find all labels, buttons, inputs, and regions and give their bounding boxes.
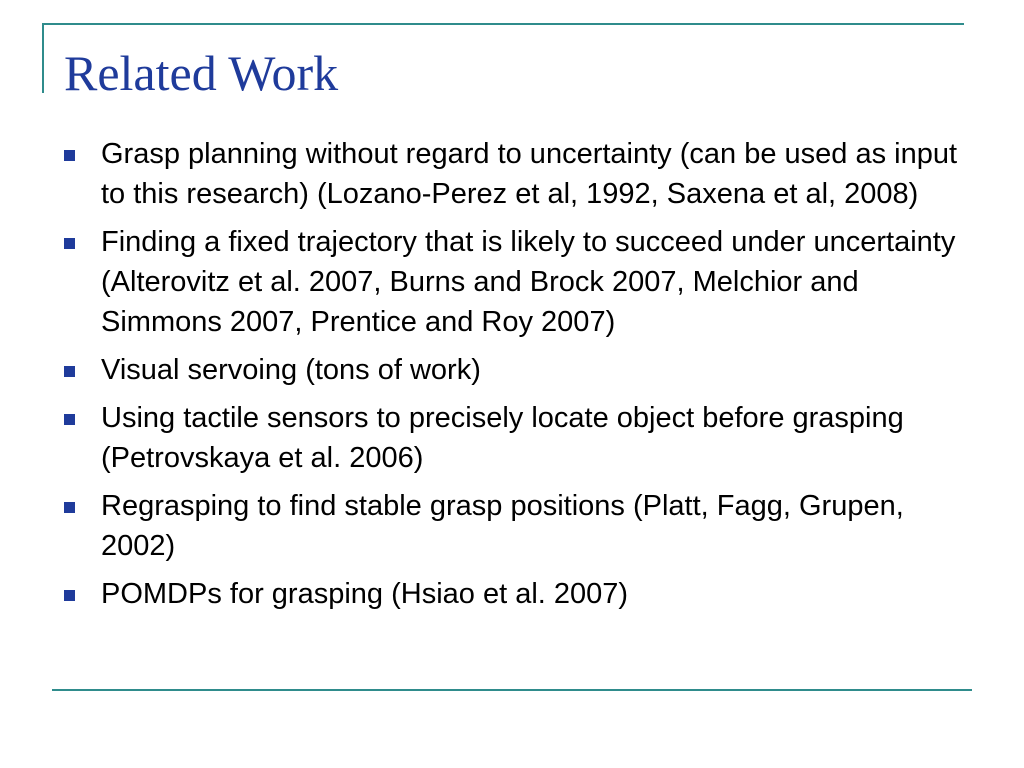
square-bullet-icon [64, 590, 75, 601]
bullet-text: Regrasping to find stable grasp positions (Platt, Fagg, Grupen, 2002) [101, 490, 904, 562]
square-bullet-icon [64, 238, 75, 249]
bullet-list [64, 134, 964, 622]
bullet-item [64, 134, 964, 214]
square-bullet-icon [64, 150, 75, 161]
bullet-item [64, 350, 964, 390]
slide-title: Related Work [64, 45, 339, 101]
square-bullet-icon [64, 502, 75, 513]
bullet-item [64, 222, 964, 342]
bullet-text: Grasp planning without regard to uncertainty (can be used as input to this research) (Lozano-Perez et al, 1992, Saxena et al, 2008) [101, 138, 958, 210]
square-bullet-icon [64, 366, 75, 377]
bullet-item [64, 486, 964, 566]
bullet-item [64, 398, 964, 478]
frame-top-line [42, 23, 964, 25]
bullet-text: Visual servoing (tons of work) [101, 354, 481, 386]
frame-left-line [42, 23, 44, 93]
bullet-text: Using tactile sensors to precisely locate object before grasping (Petrovskaya et al. 2006) [101, 402, 904, 474]
bullet-text: Finding a fixed trajectory that is likely to succeed under uncertainty (Alterovitz et al. 2007, Burns and Brock 2007, Melchior and Simmons 2007, Prentice and Roy 2007) [101, 226, 956, 338]
frame-bottom-line [52, 689, 972, 691]
bullet-item [64, 574, 964, 614]
bullet-text: POMDPs for grasping (Hsiao et al. 2007) [101, 578, 629, 610]
square-bullet-icon [64, 414, 75, 425]
